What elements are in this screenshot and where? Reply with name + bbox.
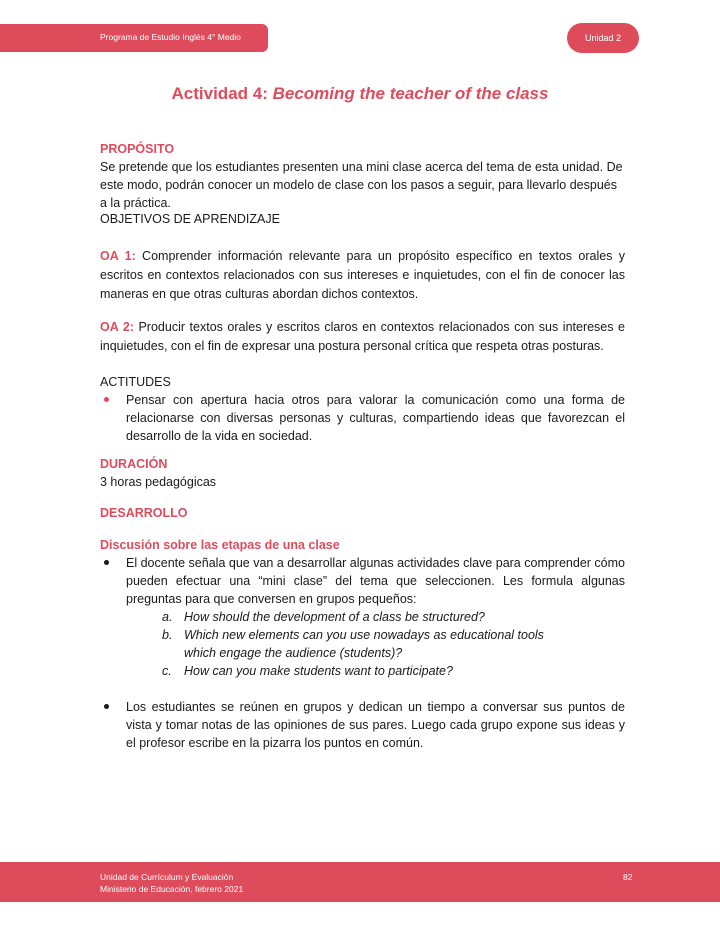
header-band [0,24,268,52]
page-number: 82 [623,872,633,882]
question-b [100,626,544,662]
duracion-section [100,455,625,491]
footer-line-1: Unidad de Currículum y Evaluación [100,872,234,882]
desarrollo-subheading: Discusión sobre las etapas de una clase [100,538,340,552]
oa1-text: Comprender información relevante para un propósito específico en textos orales y escritos en contextos relacionados con sus intereses e inquietudes, con el fin de conocer las maneras en que otras culturas abordan dichos contextos. [100,249,626,301]
question-a-text: How should the development of a class be structured? [184,610,485,624]
desarrollo-bullet-1 [100,554,625,608]
question-c [100,662,625,680]
objetivos-heading: OBJETIVOS DE APRENDIZAJE [100,212,280,226]
activity-title [0,84,720,104]
oa2-label: OA 2: [100,320,134,334]
desarrollo-bullet-2-text: Los estudiantes se reúnen en grupos y dedican un tiempo a conversar sus puntos de vista y tomar notas de las opiniones de sus pares. Luego cada grupo expone sus ideas y el profesor escribe en la pizarra los puntos en común. [126,700,625,750]
duracion-heading: DURACIÓN [100,457,168,471]
desarrollo-bullet-2 [100,698,625,752]
activity-title-prefix: Actividad 4: [171,84,273,103]
actitudes-heading: ACTITUDES [100,375,171,389]
question-a-letter: a. [162,610,173,624]
question-c-text: How can you make students want to participate? [184,664,453,678]
unit-badge: Unidad 2 [567,23,639,53]
actitudes-item [100,391,625,445]
oa2-paragraph [100,318,625,356]
bullet-icon [104,704,109,709]
question-b-text: Which new elements can you use nowadays as educational tools which engage the audience (students)? [184,628,544,660]
desarrollo-heading-text: DESARROLLO [100,506,188,520]
proposito-text: Se pretende que los estudiantes presenten una mini clase acerca del tema de esta unidad. De este modo, podrán conocer un modelo de clase con los pasos a seguir, para llevarlo después a la práctica. [100,160,623,210]
duracion-text: 3 horas pedagógicas [100,475,217,489]
proposito-heading: PROPÓSITO [100,142,175,156]
desarrollo-bullet-1-text: El docente señala que van a desarrollar algunas actividades clave para comprender cómo pueden efectuar una “mini clase” del tema que seleccionen. Les formula algunas preguntas para que conversen en grupos pequeños: [126,556,625,606]
actitudes-item-text: Pensar con apertura hacia otros para valorar la comunicación como una forma de relacionarse con diversas personas y culturas, compartiendo ideas que favorezcan el desarrollo de la vida en sociedad. [126,393,625,443]
activity-title-italic: Becoming the teacher of the class [272,84,549,103]
question-b-letter: b. [162,628,173,642]
desarrollo-section [100,536,625,752]
oa1-label: OA 1: [100,249,136,263]
footer-band [0,862,720,902]
bullet-icon [104,397,109,402]
oa1-paragraph [100,247,625,304]
program-title: Programa de Estudio Inglés 4° Medio [100,32,241,42]
actitudes-section [100,373,625,445]
desarrollo-heading [100,504,625,522]
oa2-text: Producir textos orales y escritos claros en contextos relacionados con sus intereses e inquietudes, con el fin de expresar una postura personal crítica que respeta otras posturas. [100,320,625,353]
proposito-section [100,140,625,212]
footer-line-2: Ministerio de Educación, febrero 2021 [100,884,244,894]
question-c-letter: c. [162,664,172,678]
question-a [100,608,625,626]
bullet-icon [104,560,109,565]
